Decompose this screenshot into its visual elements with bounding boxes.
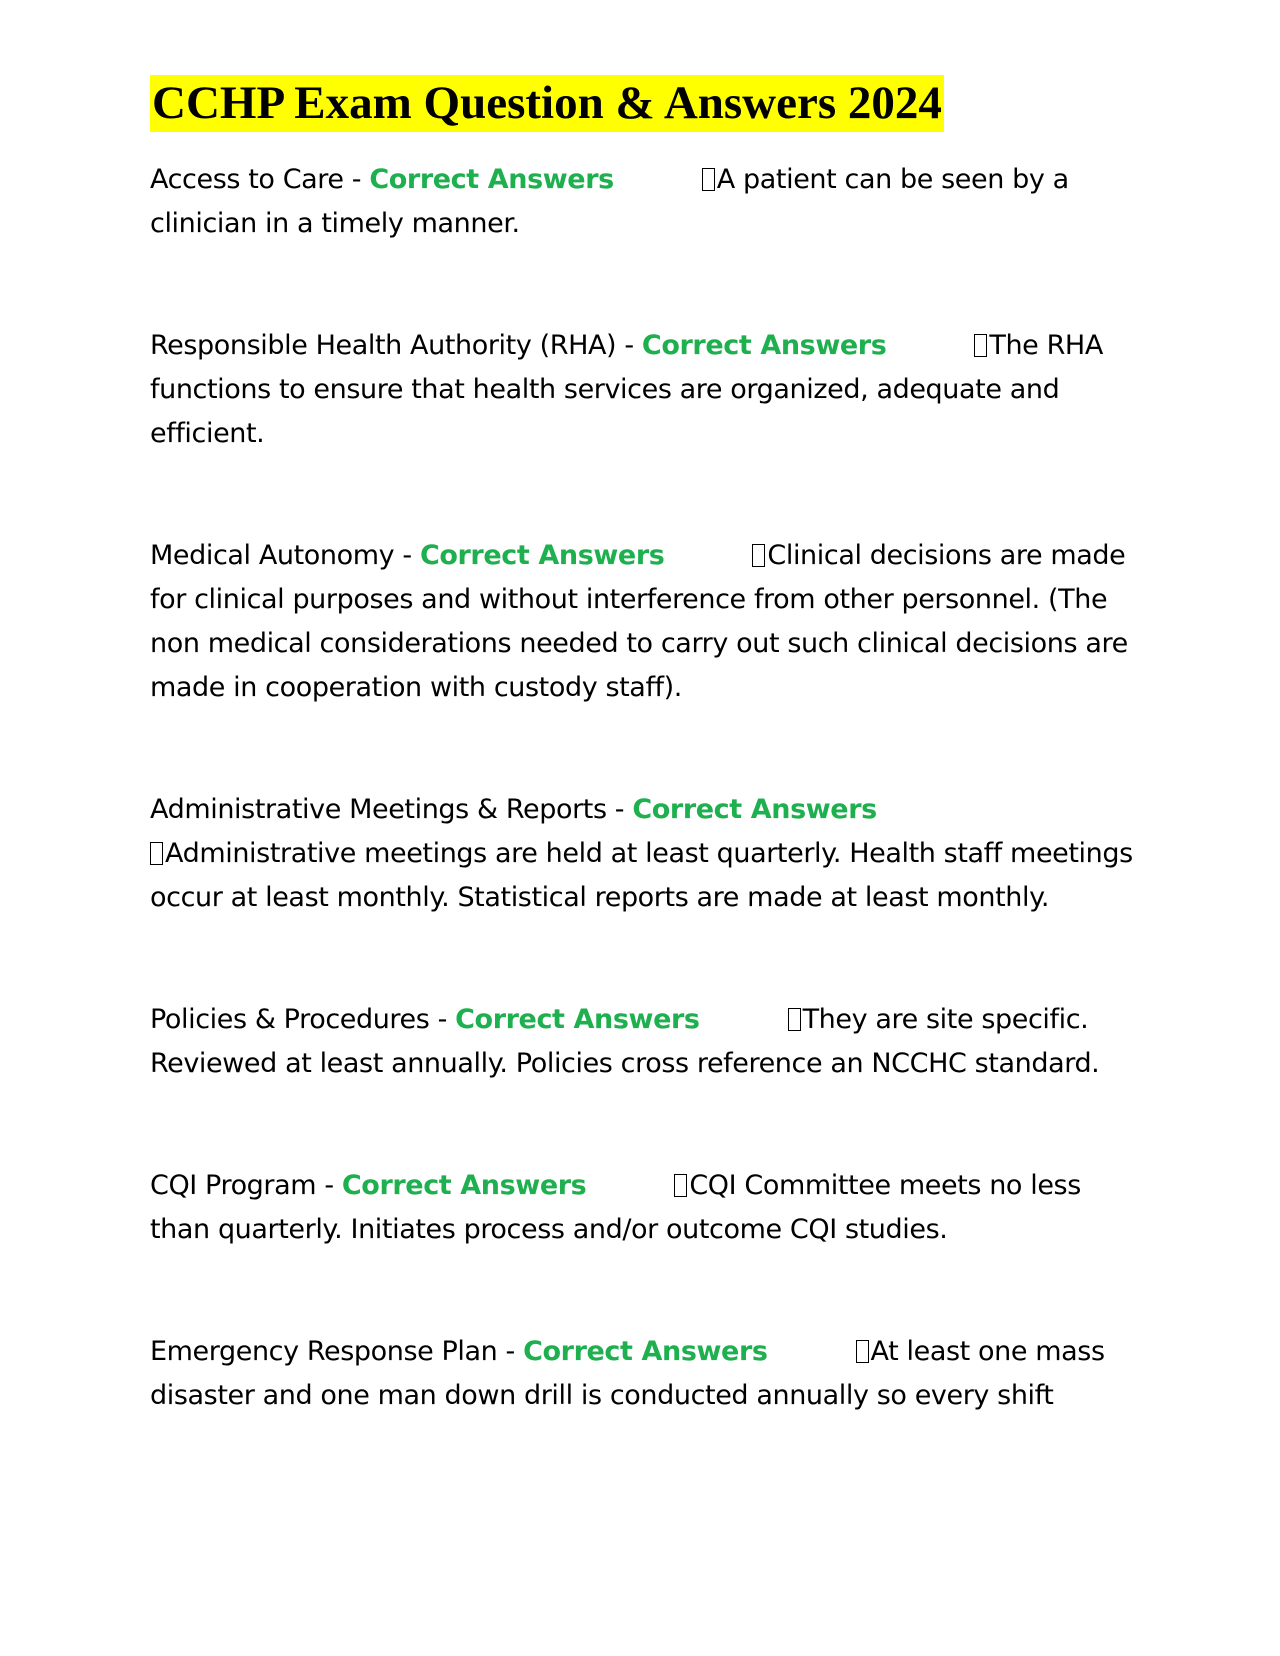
entry-answer: The RHA functions to ensure that health services are organized, adequate and efficient. xyxy=(150,330,1103,449)
qa-entry xyxy=(150,534,1140,710)
qa-entry xyxy=(150,788,1140,920)
qa-entry xyxy=(150,324,1140,456)
entry-separator: - xyxy=(343,164,370,195)
entry-separator: - xyxy=(429,1004,456,1035)
entry-answer: A patient can be seen by a clinician in a timely manner. xyxy=(150,164,1069,239)
missing-glyph-box-icon xyxy=(702,168,715,191)
entry-answer: They are site specific. Reviewed at least annually. Policies cross reference an NCCHC standard. xyxy=(150,1004,1100,1079)
entry-term: Emergency Response Plan xyxy=(150,1336,498,1367)
missing-glyph-box-icon xyxy=(150,842,163,865)
entry-separator: - xyxy=(606,794,633,825)
entry-separator: - xyxy=(616,330,642,361)
missing-glyph-box-icon xyxy=(788,1008,801,1031)
missing-glyph-box-icon xyxy=(974,334,987,357)
qa-entry xyxy=(150,1164,1140,1252)
qa-entry xyxy=(150,1330,1140,1418)
qa-entry-list xyxy=(150,158,1140,1496)
entry-answer: At least one mass disaster and one man down drill is conducted annually so every shift xyxy=(150,1336,1105,1411)
entry-term: Access to Care xyxy=(150,164,344,195)
entry-separator: - xyxy=(316,1170,342,1201)
correct-answers-label: Correct Answers xyxy=(632,794,877,825)
entry-answer: Clinical decisions are made for clinical purposes and without interference from other personnel. (The non medical considerations needed to carry out such clinical decisions are made in cooperation with custody staff). xyxy=(150,540,1128,703)
entry-term: Administrative Meetings & Reports xyxy=(150,794,607,825)
missing-glyph-box-icon xyxy=(674,1174,687,1197)
correct-answers-label: Correct Answers xyxy=(641,330,887,361)
entry-answer: CQI Committee meets no less than quarterly. Initiates process and/or outcome CQI studies. xyxy=(150,1170,1081,1245)
correct-answers-label: Correct Answers xyxy=(523,1336,768,1367)
correct-answers-label: Correct Answers xyxy=(369,164,614,195)
entry-term: CQI Program xyxy=(150,1170,317,1201)
correct-answers-label: Correct Answers xyxy=(419,540,665,571)
entry-separator: - xyxy=(497,1336,524,1367)
entry-term: Policies & Procedures xyxy=(150,1004,430,1035)
missing-glyph-box-icon xyxy=(752,544,765,567)
page-title: CCHP Exam Question & Answers 2024 xyxy=(150,75,944,132)
qa-entry xyxy=(150,998,1140,1086)
missing-glyph-box-icon xyxy=(856,1340,869,1363)
correct-answers-label: Correct Answers xyxy=(341,1170,587,1201)
qa-entry xyxy=(150,158,1140,246)
entry-term: Medical Autonomy xyxy=(150,540,395,571)
entry-separator: - xyxy=(394,540,420,571)
entry-term: Responsible Health Authority (RHA) xyxy=(150,330,617,361)
correct-answers-label: Correct Answers xyxy=(455,1004,700,1035)
entry-answer: Administrative meetings are held at least quarterly. Health staff meetings occur at least monthly. Statistical reports are made at least monthly. xyxy=(150,838,1133,913)
